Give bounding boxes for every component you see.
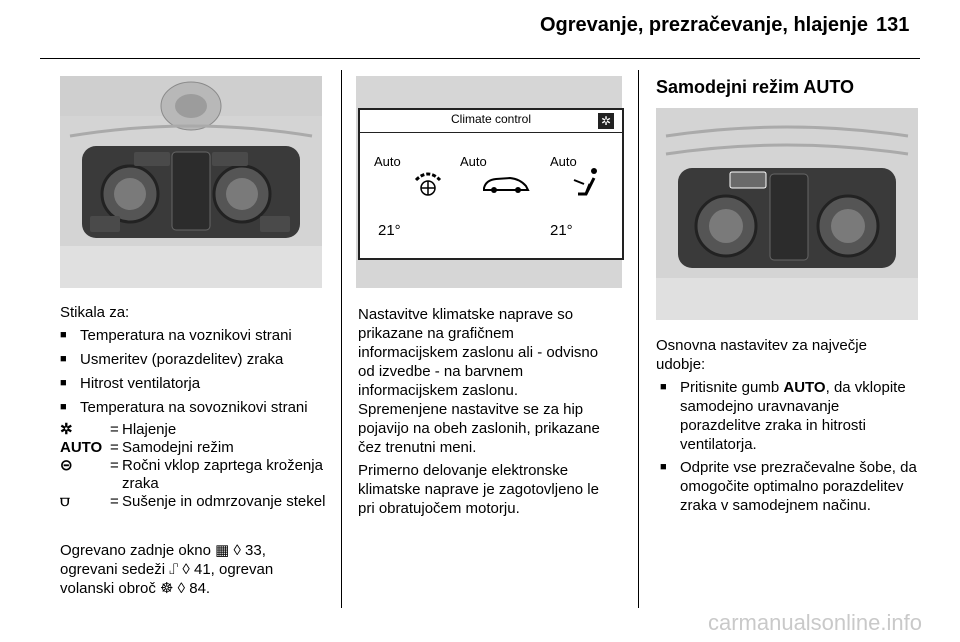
column-divider-1	[341, 70, 342, 608]
text-line: čez trenutni meni.	[358, 439, 477, 456]
legend-text: Hlajenje	[122, 421, 177, 438]
text-line: Spremenjene nastavitve se za hip	[358, 401, 584, 418]
text-line: informacijskem zaslonu ali - odvisno	[358, 344, 599, 361]
screen-label-right: Auto	[550, 154, 577, 169]
screen-label-left: Auto	[374, 154, 401, 169]
col1-intro: Stikala za:	[60, 304, 130, 321]
col1-bullet: ■ Usmeritev (porazdelitev) zraka	[60, 350, 283, 369]
col1-bullet: ■ Temperatura na voznikovi strani	[60, 326, 292, 345]
auto-label: AUTO	[60, 439, 103, 456]
screen-label-mid: Auto	[460, 154, 487, 169]
recirculation-car-icon	[480, 172, 532, 196]
fan-icon	[410, 168, 450, 198]
screen-temp-left: 21°	[378, 222, 401, 239]
col1-footer-line: ogrevani sedeži ⑀ ◊ 41, ogrevan	[60, 561, 274, 578]
text-line: od izvedbe - na barvnem	[358, 363, 524, 380]
equals-sign: =	[110, 439, 119, 456]
watermark: carmanualsonline.info	[707, 610, 922, 635]
text-line: Primerno delovanje elektronske	[358, 462, 569, 479]
legend-text: Samodejni režim	[122, 439, 234, 456]
snowflake-icon: ✲	[60, 421, 73, 438]
equals-sign: =	[110, 493, 119, 510]
text-line: klimatske naprave je zagotovljeno le	[358, 481, 599, 498]
col1-footer-line: volanski obroč ☸ ◊ 84.	[60, 580, 211, 597]
col1-bullet: ■ Hitrost ventilatorja	[60, 374, 200, 393]
control-panel-photo	[60, 76, 322, 288]
legend-text: Sušenje in odmrzovanje stekel	[122, 493, 326, 510]
section-heading: Samodejni režim AUTO	[656, 77, 855, 97]
col3-bullet-1	[660, 378, 906, 397]
auto-button-label: AUTO	[783, 379, 826, 396]
text-run: Pritisnite gumb	[680, 379, 784, 396]
text-line: prikazane na grafičnem	[358, 325, 514, 342]
text-line: porazdelitve zraka in hitrosti	[680, 417, 866, 434]
text-line: pri obratujočem motorju.	[358, 500, 520, 517]
text-line: zraka v samodejnem načinu.	[680, 497, 871, 514]
page-number: 131	[876, 14, 910, 36]
text-line: ventilatorja.	[680, 436, 757, 453]
text-line: informacijskem zaslonu.	[358, 382, 519, 399]
legend-text: Ročni vklop zaprtega kroženja zraka	[122, 457, 323, 492]
header-rule	[40, 58, 920, 59]
column-divider-2	[638, 70, 639, 608]
header-title: Ogrevanje, prezračevanje, hlajenje	[540, 14, 868, 36]
screen-title-bar	[360, 132, 622, 133]
text-line: udobje:	[656, 356, 706, 373]
text-line: omogočite optimalno porazdelitev	[680, 478, 904, 495]
col1-bullet: ■ Temperatura na sovoznikovi strani	[60, 398, 308, 417]
climate-screen	[358, 108, 624, 260]
recirculation-icon: ⊝	[60, 457, 73, 474]
text-line: samodejno uravnavanje	[680, 398, 840, 415]
screen-title: Climate control	[450, 112, 532, 126]
auto-panel-photo	[656, 108, 918, 320]
climate-icon: ✲	[598, 113, 614, 129]
col1-footer-line: Ogrevano zadnje okno ▦ ◊ 33,	[60, 542, 266, 559]
screen-temp-right: 21°	[550, 222, 573, 239]
equals-sign: =	[110, 421, 119, 438]
text-line: Nastavitve klimatske naprave so	[358, 306, 574, 323]
seat-airflow-icon	[572, 166, 606, 198]
text-line: pojavijo na obeh zaslonih, prikazane	[358, 420, 600, 437]
text-run: , da vklopite	[825, 379, 906, 396]
text-line: Osnovna nastavitev za največje	[656, 337, 867, 354]
col3-bullet-2: ■ Odprite vse prezračevalne šobe, da	[660, 458, 917, 477]
defrost-icon: ⩌	[60, 493, 70, 510]
equals-sign: =	[110, 457, 119, 474]
